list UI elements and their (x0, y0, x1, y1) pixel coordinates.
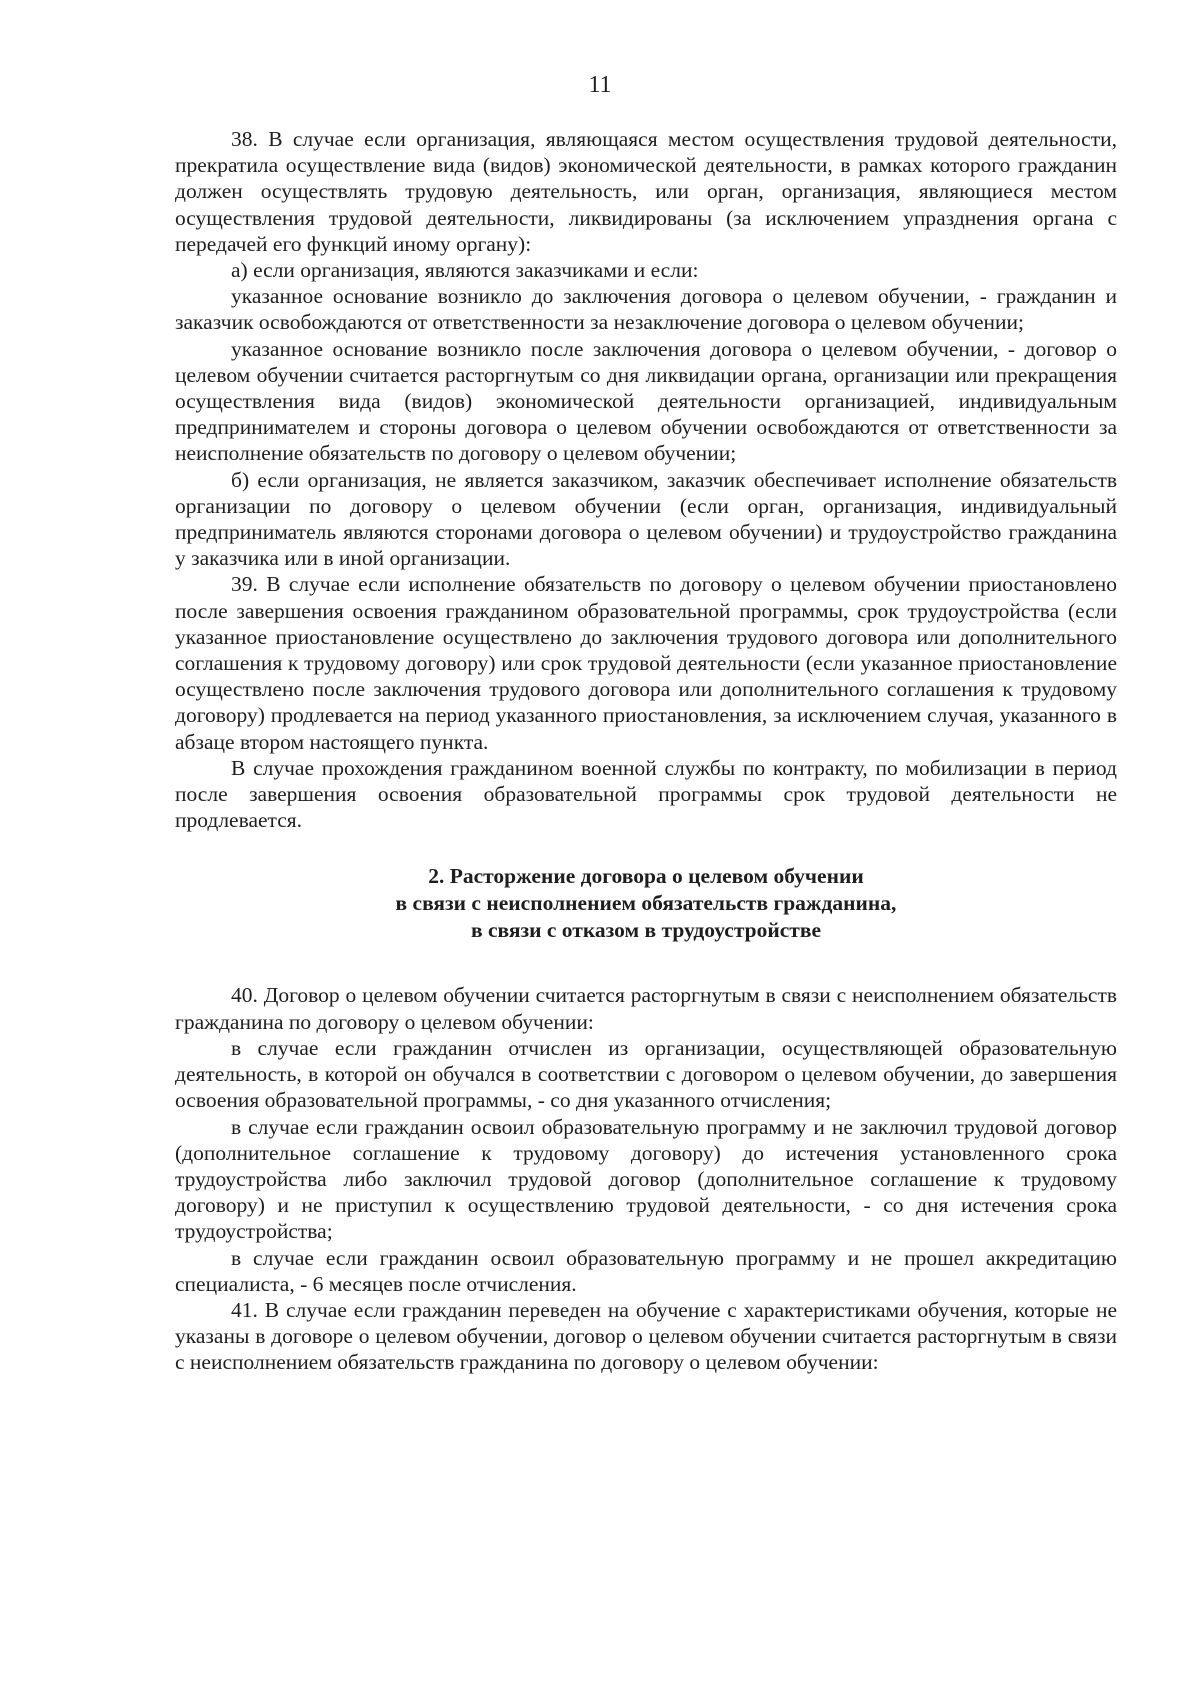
section-heading-line: в связи с неисполнением обязательств гражданина, (395, 891, 897, 916)
page-number: 11 (588, 72, 612, 98)
paragraph-38-a-item-2: указанное основание возникло после заключения договора о целевом обучении, - договор о целевом обучении считается расторгнутым со дня ликвидации органа, организации или прекращения осуществления вида (видов) экономической деятельности организацией, индивидуальным предпринимателем и стороны договора о целевом обучении освобождаются от ответственности за неисполнение обязательств по договору о целевом обучении; (175, 336, 1117, 466)
paragraph-38: 38. В случае если организация, являющаяся местом осуществления трудовой деятельности, прекратила осуществление вида (видов) экономической деятельности, в рамках которого гражданин должен осуществлять трудовую деятельность, или орган, организация, являющиеся местом осуществления трудовой деятельности, ликвидированы (за исключением упразднения органа с передачей его функций иному органу): (175, 127, 1117, 256)
paragraph-40-item-1: в случае если гражданин отчислен из организации, осуществляющей образовательную деятельность, в которой он обучался в соответствии с договором о целевом обучении, до завершения освоения образовательной программы, - со дня указанного отчисления; (175, 1035, 1117, 1113)
section-heading-line: 2. Расторжение договора о целевом обучении (428, 864, 864, 889)
paragraph-40: 40. Договор о целевом обучении считается расторгнутым в связи с неисполнением обязательств гражданина по договору о целевом обучении: (175, 983, 1117, 1034)
paragraph-40-item-3: в случае если гражданин освоил образовательную программу и не прошел аккредитацию специалиста, - 6 месяцев после отчисления. (175, 1245, 1117, 1296)
document-body (175, 126, 1117, 1376)
paragraph-39: 39. В случае если исполнение обязательств по договору о целевом обучении приостановлено после завершения освоения гражданином образовательной программы, срок трудоустройства (если указанное приостановление осуществлено до заключения трудового договора или дополнительного соглашения к трудовому договору) или срок трудовой деятельности (если указанное приостановление осуществлено после заключения трудового договора или дополнительного соглашения к трудовому договору) продлевается на период указанного приостановления, за исключением случая, указанного в абзаце втором настоящего пункта. (175, 572, 1117, 754)
paragraph-38-a: а) если организация, являются заказчиками и если: (231, 258, 699, 283)
paragraph-38-a-item-1: указанное основание возникло до заключения договора о целевом обучении, - гражданин и заказчик освобождаются от ответственности за незаключение договора о целевом обучении; (175, 284, 1117, 335)
paragraph-39-second: В случае прохождения гражданином военной службы по контракту, по мобилизации в период после завершения освоения образовательной программы срок трудовой деятельности не продлевается. (175, 755, 1117, 833)
section-heading-line: в связи с отказом в трудоустройстве (470, 918, 821, 943)
paragraph-41: 41. В случае если гражданин переведен на обучение с характеристиками обучения, которые не указаны в договоре о целевом обучении, договор о целевом обучении считается расторгнутым в связи с неисполнением обязательств гражданина по договору о целевом обучении: (175, 1297, 1117, 1375)
paragraph-38-b: б) если организация, не является заказчиком, заказчик обеспечивает исполнение обязательств организации по договору о целевом обучении (если орган, организация, индивидуальный предприниматель являются сторонами договора о целевом обучении) и трудоустройство гражданина у заказчика или в иной организации. (175, 467, 1117, 571)
section-heading (175, 863, 1117, 944)
paragraph-40-item-2: в случае если гражданин освоил образовательную программу и не заключил трудовой договор (дополнительное соглашение к трудовому договору) до истечения установленного срока трудоустройства либо заключил трудовой договор (дополнительное соглашение к трудовому договору) и не приступил к осуществлению трудовой деятельности, - со дня истечения срока трудоустройства; (175, 1114, 1117, 1244)
